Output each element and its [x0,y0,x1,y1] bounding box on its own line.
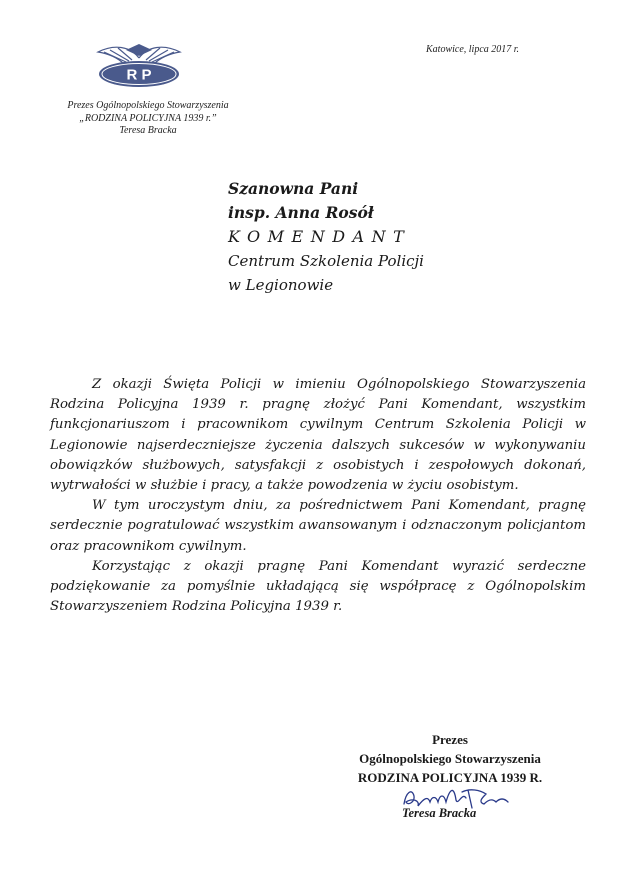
signature-line-2: Ogólnopolskiego Stowarzyszenia [359,751,541,766]
signature-block [322,730,578,787]
body-paragraph-1: Z okazji Święta Policji w imieniu Ogólnopolskiego Stowarzyszenia Rodzina Policyjna 1939 r. pragnę złożyć Pani Komendant, wszystkim funkcjonariuszom i pracownikom cywilnym Centrum Szkolenia Policji w Legionowie najserdeczniejsze życzenia dalszych sukcesów w wykonywaniu obowiązków służbowych, satysfakcji z osobistych i zespołowych dokonań, wytrwałości w służbie i pracy, a także powodzenia w życiu osobistym. [50,377,586,494]
recipient-institution: Centrum Szkolenia Policji [228,252,424,270]
signature-line-1: Prezes [432,732,468,747]
recipient-name: insp. Anna Rosół [228,203,374,222]
body-paragraph-3: Korzystając z okazji pragnę Pani Komendant wyrazić serdeczne podziękowanie za pomyślnie układającą się współpracę z Ogólnopolskim Stowarzyszeniem Rodzina Policyjna 1939 r. [50,558,586,615]
letter-body [50,375,586,617]
recipient-location: w Legionowie [228,276,334,294]
sender-header [42,100,254,138]
salutation: Szanowna Pani [228,179,359,198]
letter-date: Katowice, lipca 2017 r. [426,44,520,55]
rodzina-policyjna-logo [96,40,182,90]
signature-line-3: RODZINA POLICYJNA 1939 R. [357,770,543,785]
body-paragraph-2: W tym uroczystym dniu, za pośrednictwem Pani Komendant, pragnę serdecznie pogratulować wszystkim awansowanym i odznaczonym policjantom oraz pracownikom cywilnym. [50,498,586,554]
sender-line-org: „RODZINA POLICYJNA 1939 r.” [79,112,217,124]
sender-line-title: Prezes Ogólnopolskiego Stowarzyszenia [67,100,229,111]
recipient-title: KOMENDANT [228,227,412,246]
recipient-block [228,177,424,297]
logo-text: R P [126,66,152,84]
sender-line-name: Teresa Bracka [119,125,177,136]
signatory-name: Teresa Bracka [402,806,477,820]
